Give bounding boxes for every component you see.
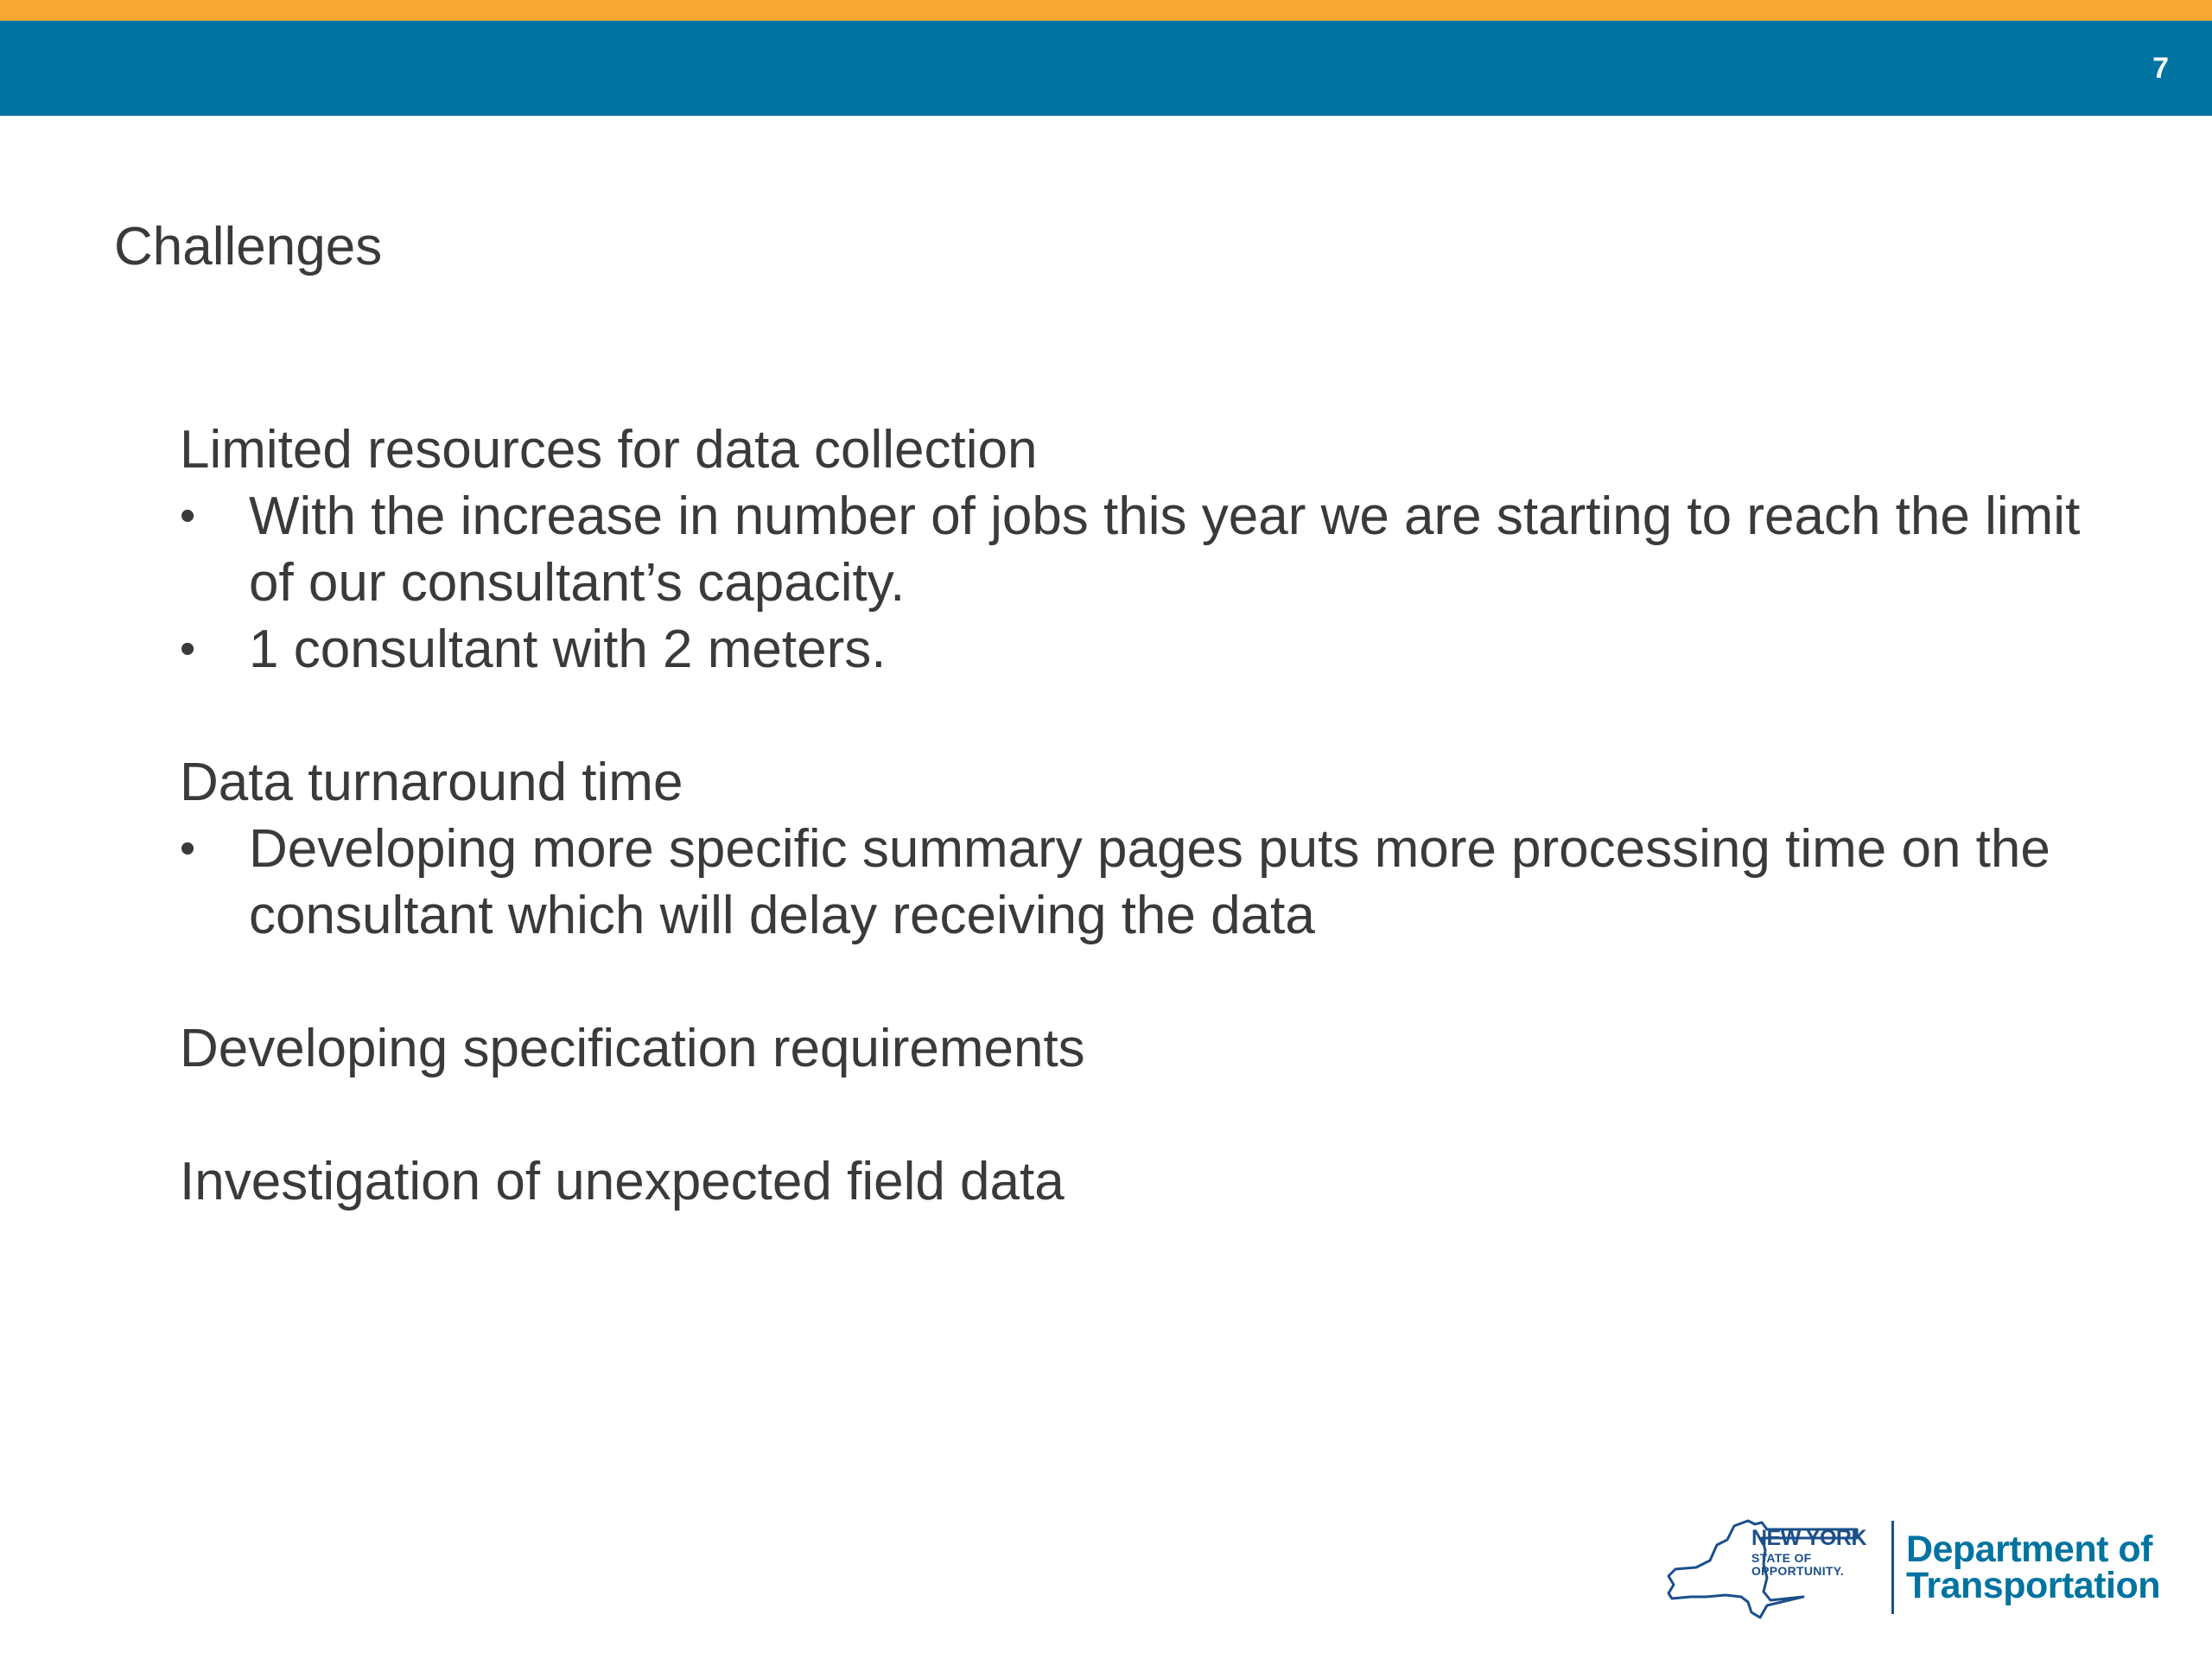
ny-wordmark [1751,1528,1866,1577]
department-line-2: Transportation [1905,1565,2160,1606]
nys-opportunity-mark [1665,1516,1872,1619]
top-accent-stripe [0,0,2212,21]
department-line-1: Department of [1905,1529,2152,1570]
bullet-dot: • [180,624,196,674]
nysdot-logo [1665,1516,2160,1619]
section-limited-resources [180,416,2124,683]
page-number: 7 [2152,52,2169,85]
bullet-item [180,816,2098,949]
bullet-list [180,483,2124,683]
section-heading: Data turnaround time [180,753,683,812]
slide-title: Challenges [114,217,383,276]
bullet-dot: • [180,823,196,874]
bullet-list [180,816,2124,949]
bullet-item [180,483,2098,616]
section-unexpected-field-data [180,1148,2124,1215]
slide-content [180,416,2124,1215]
section-heading: Developing specification requirements [180,1019,1085,1078]
bullet-text: With the increase in number of jobs this year we are starting to reach the limit of our consultant’s capacity. [249,486,2081,613]
section-specification-requirements [180,1015,2124,1082]
department-name [1906,1531,2160,1604]
bullet-text: Developing more specific summary pages puts more processing time on the consultant which will delay receiving the data [249,819,2050,945]
section-data-turnaround [180,749,2124,949]
bullet-text: 1 consultant with 2 meters. [249,620,887,679]
state-tagline: STATE OF OPPORTUNITY. [1751,1551,1845,1578]
logo-divider [1891,1521,1894,1614]
header-band [0,21,2212,116]
bullet-dot: • [180,491,196,541]
bullet-item [180,616,2098,683]
section-heading: Limited resources for data collection [180,420,1038,480]
section-heading: Investigation of unexpected field data [180,1152,1065,1211]
state-name: NEW YORK [1751,1526,1867,1550]
